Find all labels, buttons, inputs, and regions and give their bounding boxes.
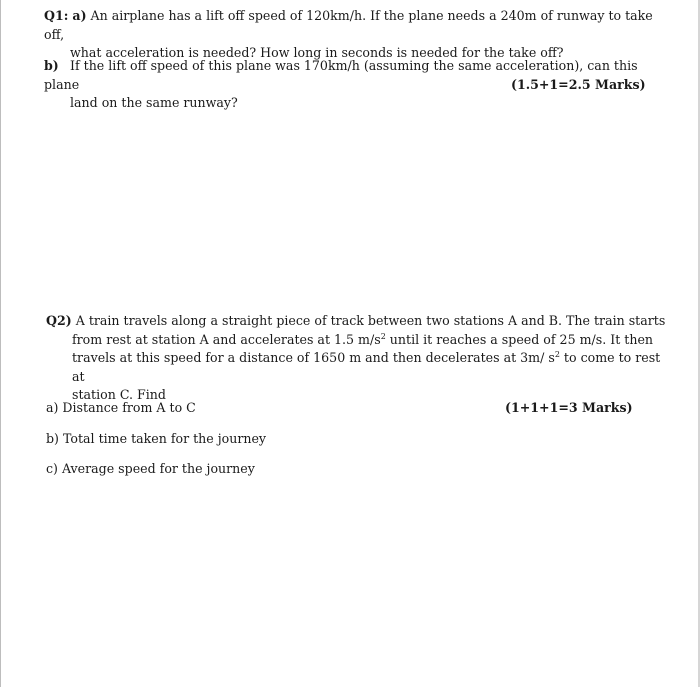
q1-a-text-1: An airplane has a lift off speed of 120km/h. If the plane needs a 240m of runway to take off, xyxy=(44,8,653,42)
q1-a-text-2: what acceleration is needed? How long in seconds is needed for the take off? xyxy=(70,45,564,60)
q2-line1 xyxy=(46,312,666,331)
q2-item-a: a) Distance from A to C xyxy=(46,400,196,415)
q1-b-text-1: If the lift off speed of this plane was 170km/h (assuming the same acceleration), can this plane xyxy=(44,58,638,92)
q1-b-label: b) xyxy=(44,58,59,73)
q2-text-1: A train travels along a straight piece of track between two stations A and B. The train starts xyxy=(75,313,666,328)
q2-text-3b: to come to rest at xyxy=(72,350,661,384)
q2-item-b: b) Total time taken for the journey xyxy=(46,431,267,446)
q2-text-4: station C. Find xyxy=(72,387,166,402)
q1-block xyxy=(44,7,664,63)
q2-line2 xyxy=(46,331,666,350)
q2-text-2b: until it reaches a speed of 25 m/s. It then xyxy=(385,331,654,347)
q2-sup-2: 2 xyxy=(554,350,560,359)
q1-label: Q1: xyxy=(44,8,69,23)
q2-marks: (1+1+1=3 Marks) xyxy=(505,400,633,415)
q2-item-c: c) Average speed for the journey xyxy=(46,461,255,476)
q2-sup-1: 2 xyxy=(380,331,386,341)
q1-b-text-2: land on the same runway? xyxy=(70,95,238,110)
q2-block xyxy=(46,312,666,405)
q2-text-3a: travels at this speed for a distance of 1650 m and then decelerates at 3m/ s xyxy=(72,350,555,365)
q2-line3 xyxy=(46,349,666,386)
q2-label: Q2) xyxy=(46,313,72,328)
q2-text-2a: from rest at station A and accelerates at 1.5 m/s xyxy=(72,331,381,347)
q1-a-line1 xyxy=(44,7,664,44)
q1-marks: (1.5+1=2.5 Marks) xyxy=(511,77,646,92)
q1-a-label: a) xyxy=(72,8,87,23)
